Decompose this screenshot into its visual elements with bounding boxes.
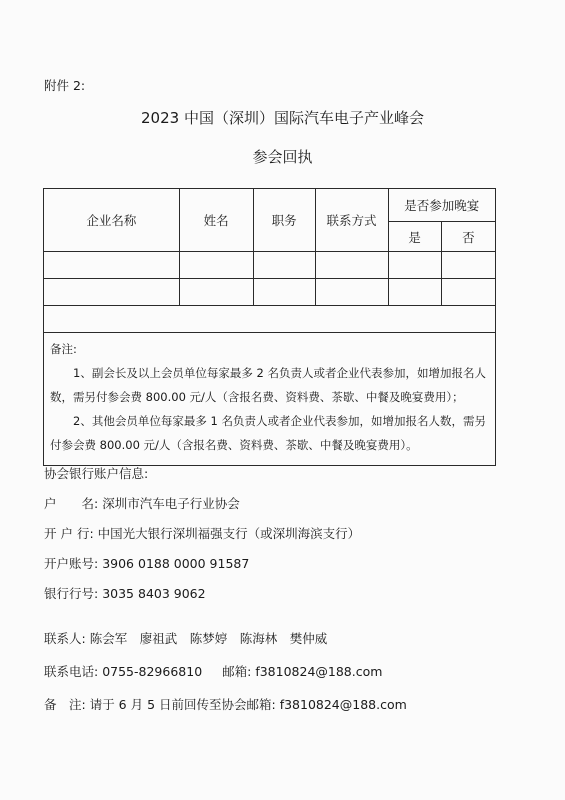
header-yes: 是 (388, 222, 441, 252)
document-title: 2023 中国（深圳）国际汽车电子产业峰会 (141, 109, 424, 127)
bank-code-label: 银行行号: (44, 586, 99, 601)
notes-cell (44, 333, 496, 466)
note-item-2: 2、其他会员单位每家最多 1 名负责人或者企业代表参加，如增加报名人数，需另付参会费 800.00 元/人（含报名费、资料费、茶歇、中餐及晚宴费用）。 (50, 414, 486, 452)
account-name-label: 户 名: (44, 496, 99, 511)
cell-position[interactable] (253, 279, 315, 306)
table-row (44, 279, 496, 306)
cell-contact[interactable] (315, 279, 388, 306)
spacer-cell (44, 306, 496, 333)
account-no-label: 开户账号: (44, 556, 99, 571)
account-name-line (44, 494, 240, 512)
account-no-value: 3906 0188 0000 91587 (102, 556, 250, 571)
bank-info-heading: 协会银行账户信息: (44, 466, 149, 481)
header-contact: 联系方式 (315, 189, 388, 252)
contact-phone-value: 0755-82966810 (102, 664, 203, 679)
bank-line (44, 524, 360, 542)
contact-email-value: f3810824@188.com (255, 664, 383, 679)
contact-persons-value: 陈会军 廖祖武 陈梦婷 陈海林 樊仲威 (89, 631, 328, 646)
cell-company[interactable] (44, 252, 180, 279)
cell-contact[interactable] (315, 252, 388, 279)
bank-label: 开 户 行: (44, 526, 94, 541)
cell-no[interactable] (441, 279, 495, 306)
header-no: 否 (441, 222, 495, 252)
header-position: 职务 (253, 189, 315, 252)
contact-phone-label: 联系电话: (44, 664, 99, 679)
contact-persons-label: 联系人: (44, 631, 86, 646)
cell-name[interactable] (179, 279, 253, 306)
contact-phone-line (44, 662, 382, 680)
note-item-1: 1、副会长及以上会员单位每家最多 2 名负责人或者企业代表参加，如增加报名人数，需另付参会费 800.00 元/人（含报名费、资料费、茶歇、中餐及晚宴费用）； (50, 366, 486, 404)
header-company: 企业名称 (44, 189, 180, 252)
header-name: 姓名 (179, 189, 253, 252)
contact-email-label: 邮箱: (222, 664, 252, 679)
bank-value: 中国光大银行深圳福强支行（或深圳海滨支行） (97, 526, 361, 541)
cell-position[interactable] (253, 252, 315, 279)
cell-name[interactable] (179, 252, 253, 279)
remark-line (44, 695, 407, 713)
contact-persons-line (44, 629, 327, 647)
notes-title: 备注: (50, 342, 77, 356)
bank-code-line (44, 584, 206, 602)
remark-label: 备 注: (44, 697, 86, 712)
account-name-value: 深圳市汽车电子行业协会 (102, 496, 240, 511)
cell-yes[interactable] (388, 252, 441, 279)
reply-form-table (43, 188, 496, 466)
table-row (44, 252, 496, 279)
header-banquet: 是否参加晚宴 (388, 189, 496, 222)
cell-yes[interactable] (388, 279, 441, 306)
cell-company[interactable] (44, 279, 180, 306)
remark-value: 请于 6 月 5 日前回传至协会邮箱: f3810824@188.com (89, 697, 407, 712)
table-spacer-row (44, 306, 496, 333)
attachment-label: 附件 2: (44, 78, 86, 93)
account-no-line (44, 554, 249, 572)
document-subtitle: 参会回执 (252, 148, 313, 166)
cell-no[interactable] (441, 252, 495, 279)
bank-code-value: 3035 8403 9062 (102, 586, 206, 601)
